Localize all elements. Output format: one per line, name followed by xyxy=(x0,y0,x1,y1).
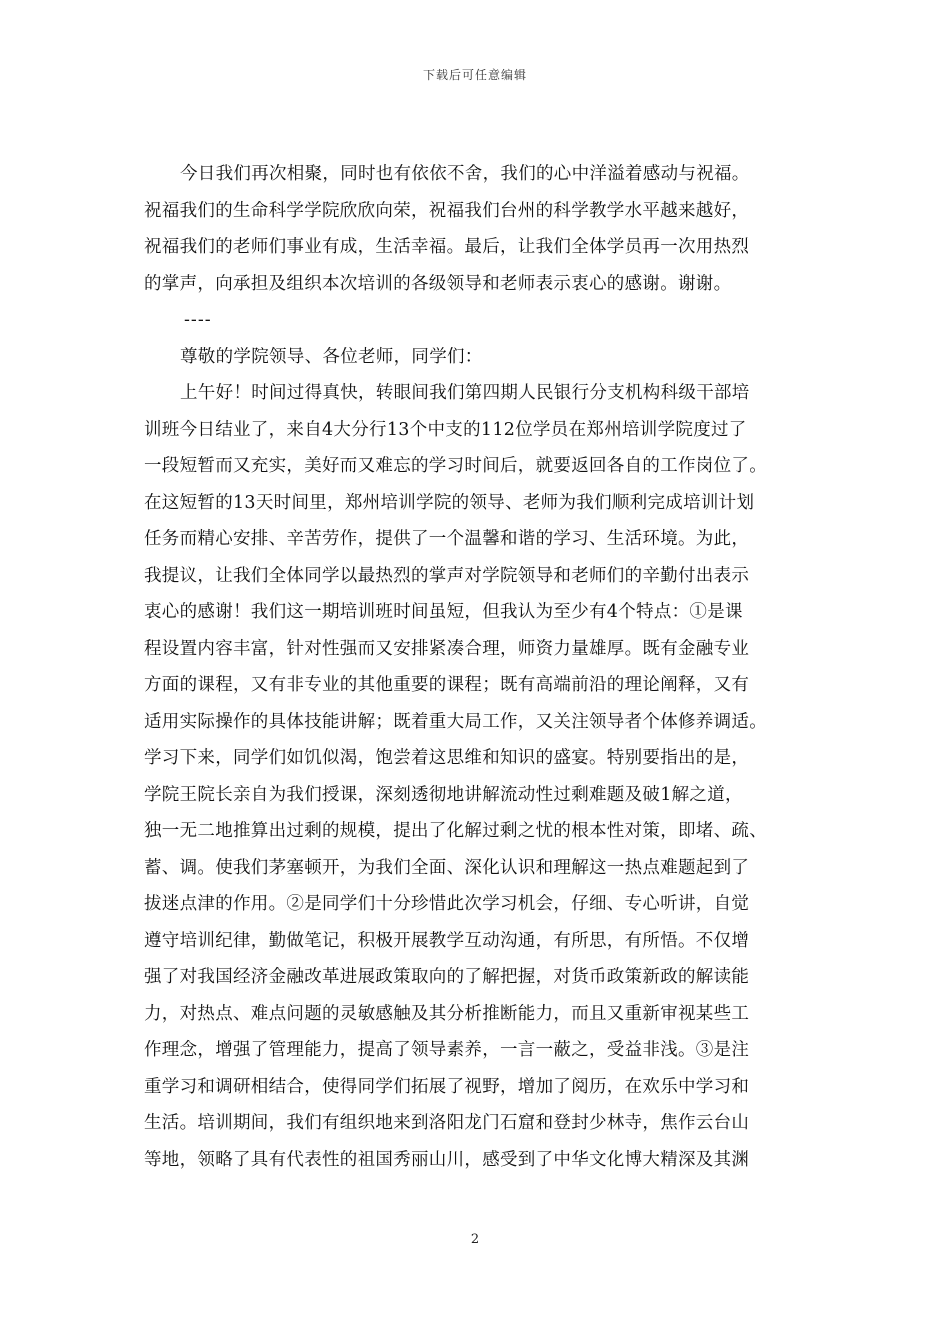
text-line: 上午好！时间过得真快，转眼间我们第四期人民银行分支机构科级干部培 xyxy=(180,383,750,403)
text-line: 等地，领略了具有代表性的祖国秀丽山川，感受到了中华文化博大精深及其渊 xyxy=(144,1149,750,1170)
text-line: 一段短暂而又充实，美好而又难忘的学习时间后，就要返回各自的工作岗位了。 xyxy=(144,456,767,476)
page-header: 下载后可任意编辑 xyxy=(422,68,527,82)
text-line: 我提议，让我们全体同学以最热烈的掌声对学院领导和老师们的辛勤付出表示 xyxy=(144,565,750,586)
text-line: 方面的课程，又有非专业的其他重要的课程；既有高端前沿的理论阐释，又有 xyxy=(144,675,750,695)
text-line: 在这短暂的13天时间里，郑州培训学院的领导、老师为我们顺利完成培训计划 xyxy=(144,492,755,513)
text-line: 遵守培训纪律，勤做笔记，积极开展教学互动沟通，有所思，有所悟。不仅增 xyxy=(144,930,750,951)
document-body xyxy=(144,156,820,1178)
text-line: 强了对我国经济金融改革进展政策取向的了解把握，对货币政策新政的解读能 xyxy=(144,967,750,987)
text-line: 生活。培训期间，我们有组织地来到洛阳龙门石窟和登封少林寺，焦作云台山 xyxy=(144,1113,750,1133)
text-line: 重学习和调研相结合，使得同学们拓展了视野，增加了阅历，在欢乐中学习和 xyxy=(144,1076,750,1097)
text-line: 训班今日结业了，来自4大分行13个中支的112位学员在郑州培训学院度过了 xyxy=(144,419,747,440)
text-line: 独一无二地推算出过剩的规模，提出了化解过剩之忧的根本性对策，即堵、疏、 xyxy=(144,821,767,841)
text-line: 今日我们再次相聚，同时也有依依不舍，我们的心中洋溢着感动与祝福。 xyxy=(180,164,750,184)
text-line: 祝福我们的生命科学学院欣欣向荣，祝福我们台州的科学教学水平越来越好， xyxy=(144,200,750,221)
text-line: 学院王院长亲自为我们授课，深刻透彻地讲解流动性过剩难题及破1解之道， xyxy=(144,784,743,805)
text-line: 的掌声，向承担及组织本次培训的各级领导和老师表示衷心的感谢。谢谢。 xyxy=(144,273,732,294)
text-line: 蓄、调。使我们茅塞顿开，为我们全面、深化认识和理解这一热点难题起到了 xyxy=(144,857,750,878)
text-line: 适用实际操作的具体技能讲解；既着重大局工作，又关注领导者个体修养调适。 xyxy=(144,711,767,732)
separator-line: ---- xyxy=(184,310,212,330)
text-line: 学习下来，同学们如饥似渴，饱尝着这思维和知识的盛宴。特别要指出的是， xyxy=(144,748,750,768)
page-number: 2 xyxy=(470,1232,480,1247)
salutation-line: 尊敬的学院领导、各位老师，同学们： xyxy=(180,346,483,367)
text-line: 任务而精心安排、辛苦劳作，提供了一个温馨和谐的学习、生活环境。为此， xyxy=(144,529,750,549)
text-line: 祝福我们的老师们事业有成，生活幸福。最后，让我们全体学员再一次用热烈 xyxy=(144,237,750,257)
text-line: 力，对热点、难点问题的灵敏感触及其分析推断能力，而且又重新审视某些工 xyxy=(144,1003,750,1024)
text-line: 作理念，增强了管理能力，提高了领导素养，一言一蔽之，受益非浅。③是注 xyxy=(144,1040,750,1060)
text-line: 拔迷点津的作用。②是同学们十分珍惜此次学习机会，仔细、专心听讲，自觉 xyxy=(144,894,750,914)
text-line: 程设置内容丰富，针对性强而又安排紧凑合理，师资力量雄厚。既有金融专业 xyxy=(144,638,750,659)
text-line: 衷心的感谢！我们这一期培训班时间虽短，但我认为至少有4个特点：①是课 xyxy=(144,602,743,622)
